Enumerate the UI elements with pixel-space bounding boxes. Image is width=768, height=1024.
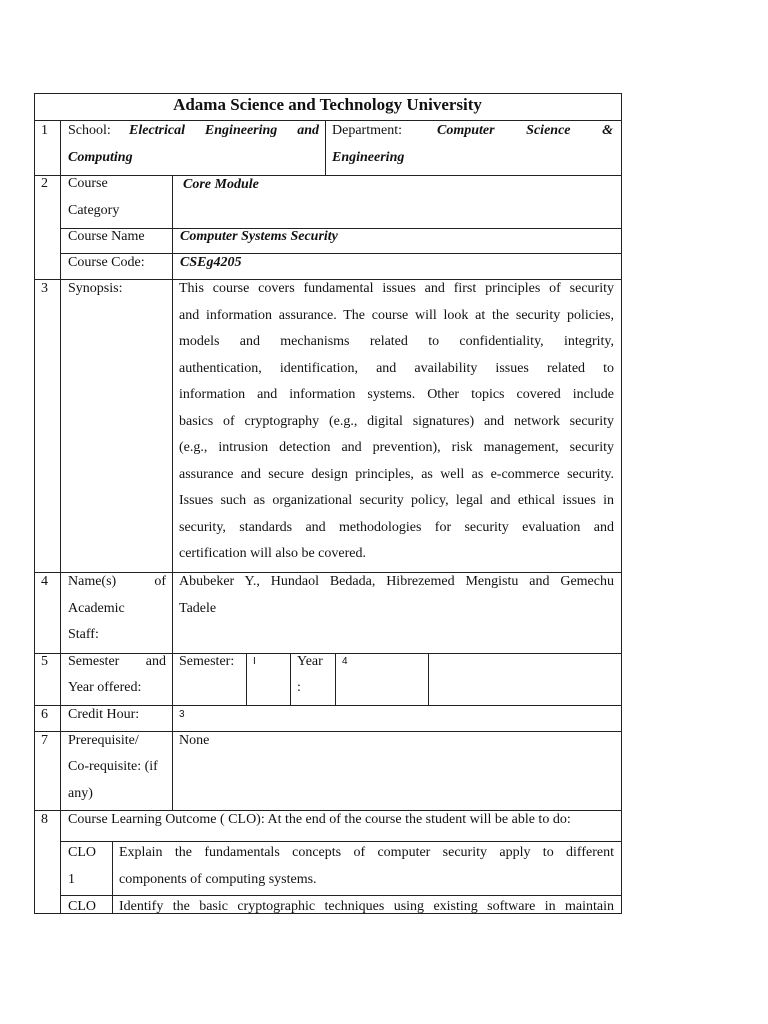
credit-hour-label: Credit Hour: [68,707,140,722]
row-number: 1 [41,123,48,138]
semester-year-label: Semester and [68,654,166,669]
department-value: Computer Science & [437,123,613,138]
year-label-continued: : [297,680,301,695]
synopsis-line: This course covers fundamental issues and first principles of security [179,281,614,296]
synopsis-line: security, standards and methodologies for security evaluation and [179,519,614,535]
synopsis-line: Issues such as organizational security policy, legal and ethical issues in [179,493,614,508]
synopsis-label: Synopsis: [68,281,123,296]
synopsis-line: models and mechanisms related to confidentiality, integrity, [179,334,614,349]
row-number: 8 [41,812,48,827]
course-code-label: Course Code: [68,255,145,270]
clo-text: Identify the basic cryptographic techniques using existing software in maintain [119,899,614,914]
school-value: Electrical Engineering and [129,123,319,138]
clo-label: CLO [68,845,96,860]
semester-label: Semester: [179,654,235,669]
prerequisite-value: None [179,733,210,748]
table-left-border [34,93,35,914]
clo-label-number: 1 [68,872,75,887]
clo-label: CLO [68,899,96,914]
clo-column-divider [112,841,113,914]
row-number: 2 [41,176,48,191]
course-category-label-continued: Category [68,203,120,218]
course-code-value: CSEg4205 [180,255,242,270]
semester-year-label-continued: Year offered: [68,680,142,695]
column-divider [325,120,326,175]
prerequisite-label: Prerequisite/ [68,733,139,748]
clo-text: Explain the fundamentals concepts of computer security apply to different [119,845,614,860]
university-title: Adama Science and Technology University [173,95,482,114]
prerequisite-label-continued: Co-requisite: (if [68,759,158,774]
synopsis-line: assurance and secure design principles, as well as e-commerce security. [179,466,614,482]
row-number: 5 [41,654,48,669]
prerequisite-label-continued: any) [68,786,93,801]
course-name-value: Computer Systems Security [180,229,338,244]
staff-label-continued: Academic [68,601,125,616]
semester-value: I [253,656,256,667]
column-divider [335,653,336,705]
label-column-divider [172,175,173,810]
school-value-continued: Computing [68,150,133,165]
staff-label-continued: Staff: [68,627,99,642]
staff-value: Abubeker Y., Hundaol Bedada, Hibrezemed Mengistu and Gemechu [179,574,614,589]
clo-text-continued: components of computing systems. [119,872,317,887]
column-divider [290,653,291,705]
clo-intro-text: Course Learning Outcome ( CLO): At the end of the course the student will be able to do: [68,812,571,827]
table-right-border [621,93,622,914]
credit-hour-value: 3 [179,709,185,720]
school-label: School: [68,123,111,138]
row-number: 7 [41,733,48,748]
synopsis-line: information and information systems. Other topics covered include [179,387,614,402]
department-label: Department: [332,123,402,138]
number-column-divider [60,120,61,914]
synopsis-line: (e.g., intrusion detection and prevention), risk management, security [179,440,614,455]
synopsis-line: certification will also be covered. [179,546,366,561]
synopsis-line: basics of cryptography (e.g., digital signatures) and network security [179,413,614,429]
staff-label: Name(s) of [68,574,166,589]
year-label: Year [297,654,323,669]
synopsis-line: authentication, identification, and availability issues related to [179,360,614,376]
staff-value-continued: Tadele [179,601,217,616]
column-divider [428,653,429,705]
synopsis-line: and information assurance. The course will look at the security policies, [179,307,614,323]
row-number: 4 [41,574,48,589]
department-value-continued: Engineering [332,150,405,165]
course-category-label: Course [68,176,108,191]
course-name-label: Course Name [68,229,145,244]
course-category-value: Core Module [183,177,259,192]
column-divider [246,653,247,705]
row-divider [34,175,622,176]
year-value: 4 [342,656,348,667]
row-number: 3 [41,281,48,296]
row-number: 6 [41,707,48,722]
